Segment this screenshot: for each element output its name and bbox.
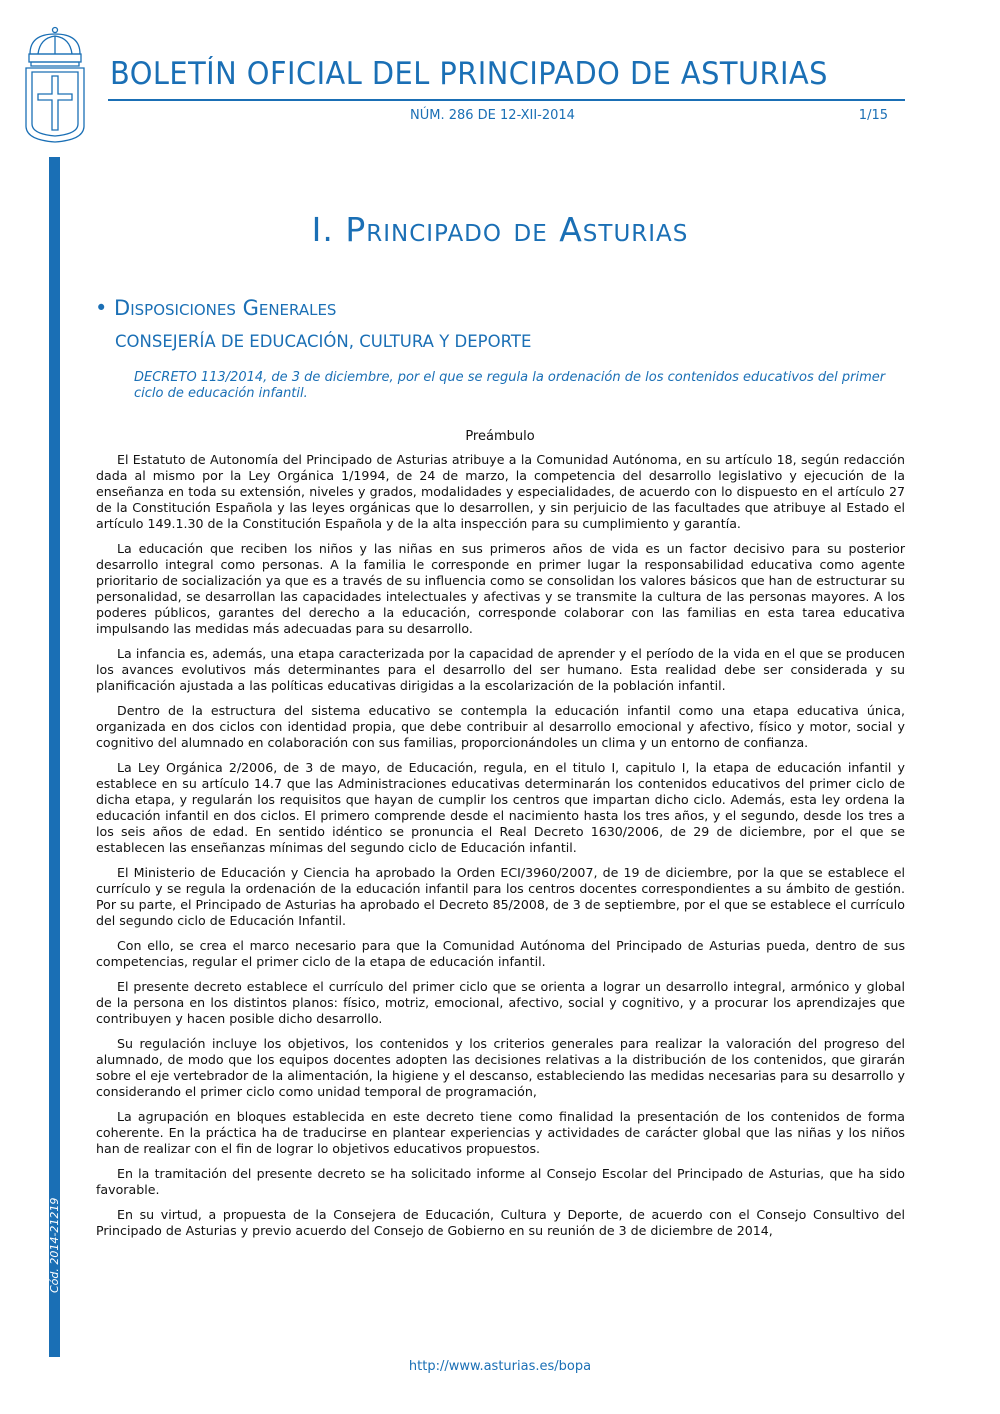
paragraph: Su regulación incluye los objetivos, los contenidos y los criterios generales para realizar la valoración del progreso del alumnado, de modo que los equipos docentes adopten las decisiones relativas a la distribución de los contenidos, que girarán sobre el eje vertebrador de la alimentación, la higiene y el descanso, estableciendo las medidas necesarias para su desarrollo y considerando el primer ciclo como unidad temporal de programación, [96, 1036, 905, 1099]
paragraph: El Ministerio de Educación y Ciencia ha aprobado la Orden ECI/3960/2007, de 19 de diciembre, por la que se establece el currículo y se regula la ordenación de la educación infantil para los centros docentes correspondientes a su ámbito de gestión. Por su parte, el Principado de Asturias ha aprobado el Decreto 85/2008, de 3 de septiembre, por el que se establece el currículo del segundo ciclo de Educación Infantil. [96, 865, 905, 928]
page-number: 1/15 [858, 108, 888, 123]
document-code-text: Cód. 2014-21219 [48, 1197, 61, 1293]
asturias-crest-icon [22, 26, 88, 144]
document-body [96, 452, 905, 1248]
decree-title: DECRETO 113/2014, de 3 de diciembre, por el que se regula la ordenación de los contenidos educativos del primer ciclo de educación infantil. [134, 370, 886, 401]
paragraph: Con ello, se crea el marco necesario para que la Comunidad Autónoma del Principado de Asturias pueda, dentro de sus competencias, regular el primer ciclo de la etapa de educación infantil. [96, 938, 905, 969]
paragraph: La educación que reciben los niños y las niñas en sus primeros años de vida es un factor decisivo para su posterior desarrollo integral como personas. A la familia le corresponde en primer lugar la responsabilidad educativa como agente prioritario de socialización ya que es a través de su influencia como se consolidan los valores básicos que han de estructurar su personalidad, se desarrollan las capacidades intelectuales y afectivas y se transmite la cultura de las personas mayores. A los poderes públicos, garantes del derecho a la educación, corresponde colaborar con las familias en esta tarea educativa impulsando las medidas más adecuadas para su desarrollo. [96, 541, 905, 636]
issue-number: NÚM. 286 DE 12-XII-2014 [410, 108, 575, 123]
paragraph: La Ley Orgánica 2/2006, de 3 de mayo, de Educación, regula, en el titulo I, capitulo I, la etapa de educación infantil y establece en su artículo 14.7 que las Administraciones educativas determinarán los contenidos educativos del primer ciclo de dicha etapa, y regularán los requisitos que hayan de cumplir los centros que impartan dicho ciclo. Además, esta ley ordena la educación infantil en dos ciclos. El primero comprende desde el nacimiento hasta los tres años, y el segundo, desde los tres a los seis años de edad. En sentido idéntico se pronuncia el Real Decreto 1630/2006, de 29 de diciembre, por el que se establecen las enseñanzas mínimas del segundo ciclo de Educación infantil. [96, 760, 905, 855]
bulletin-title: BOLETÍN OFICIAL DEL PRINCIPADO DE ASTURIAS [110, 56, 828, 92]
subsection-heading: • Disposiciones Generales [95, 296, 337, 320]
paragraph: La agrupación en bloques establecida en este decreto tiene como finalidad la presentación de los contenidos de forma coherente. En la práctica ha de traducirse en plantear experiencias y actividades de carácter global que las niñas y los niños han de realizar con el fin de lograr lo objetivos educativos propuestos. [96, 1109, 905, 1156]
paragraph: El Estatuto de Autonomía del Principado de Asturias atribuye a la Comunidad Autónoma, en su artículo 18, según redacción dada al mismo por la Ley Orgánica 1/1994, de 24 de marzo, la competencia del desarrollo legislativo y ejecución de la enseñanza en toda su extensión, niveles y grados, modalidades y especialidades, de acuerdo con lo dispuesto en el artículo 27 de la Constitución Española y las leyes orgánicas que lo desarrollen, y sin perjuicio de las facultades que atribuye al Estado el artículo 149.1.30 de la Constitución Española y de la alta inspección para su cumplimiento y garantía. [96, 452, 905, 531]
paragraph: El presente decreto establece el currículo del primer ciclo que se orienta a lograr un desarrollo integral, armónico y global de la persona en los distintos planos: físico, motriz, emocional, afectivo, social y cognitivo, y a procurar los aprendizajes que contribuyen y hacen posible dicho desarrollo. [96, 979, 905, 1026]
department-heading: CONSEJERÍA DE EDUCACIÓN, CULTURA Y DEPORTE [115, 332, 532, 351]
preamble-heading: Preámbulo [465, 429, 535, 444]
paragraph: En su virtud, a propuesta de la Consejera de Educación, Cultura y Deporte, de acuerdo con el Consejo Consultivo del Principado de Asturias y previo acuerdo del Consejo de Gobierno en su reunión de 3 de diciembre de 2014, [96, 1207, 905, 1238]
paragraph: La infancia es, además, una etapa caracterizada por la capacidad de aprender y el período de la vida en el que se producen los avances evolutivos más determinantes para el desarrollo del ser humano. Esta realidad debe ser considerada y su planificación ajustada a las políticas educativas dirigidas a la escolarización de la población infantil. [96, 646, 905, 693]
section-heading: I. Principado de Asturias [311, 210, 689, 249]
paragraph: Dentro de la estructura del sistema educativo se contempla la educación infantil como una etapa educativa única, organizada en dos ciclos con identidad propia, que debe contribuir al desarrollo emocional y afectivo, físico y motor, social y cognitivo del alumnado en colaboración con sus familias, proporcionándoles un clima y un entorno de confianza. [96, 703, 905, 750]
sidebar-bar [49, 157, 60, 1357]
footer-link[interactable]: http://www.asturias.es/bopa [408, 1359, 592, 1374]
header-rule [108, 99, 905, 101]
paragraph: En la tramitación del presente decreto se ha solicitado informe al Consejo Escolar del Principado de Asturias, que ha sido favorable. [96, 1166, 905, 1197]
